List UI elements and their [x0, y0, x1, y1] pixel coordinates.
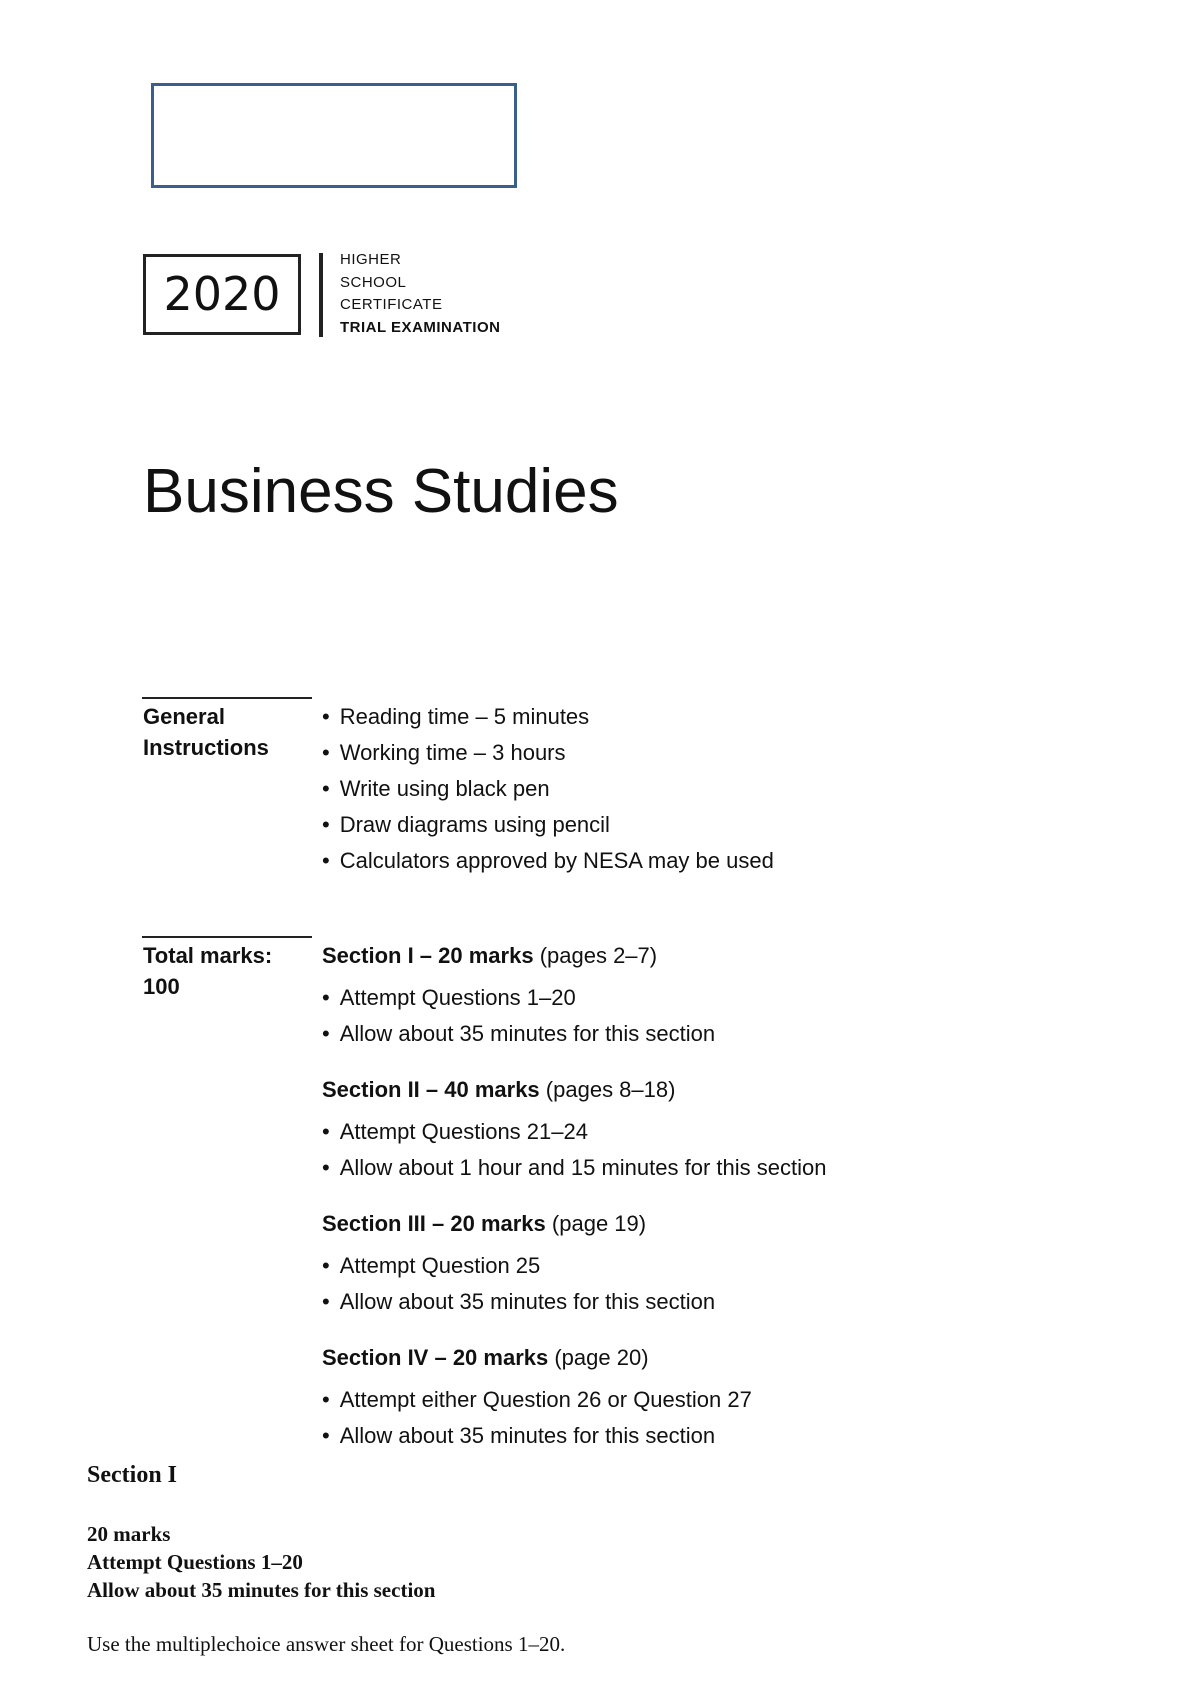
general-instructions-list [322, 699, 774, 879]
section-heading-bold: Section I – 20 marks [322, 943, 534, 968]
hsc-line-school: SCHOOL [340, 273, 407, 291]
section-4-heading [322, 1343, 649, 1373]
list-item: • Working time – 3 hours [322, 735, 774, 771]
section-2-list [322, 1114, 826, 1186]
page-title: Business Studies [143, 457, 619, 526]
section-heading-bold: Section II – 40 marks [322, 1077, 540, 1102]
section-pages: (page 20) [554, 1345, 649, 1370]
total-label-line1: Total marks: [143, 943, 273, 968]
list-item: • Calculators approved by NESA may be used [322, 843, 774, 879]
hsc-line-certificate: CERTIFICATE [340, 296, 443, 313]
section-1-marks: 20 marks [87, 1522, 171, 1546]
section-1-heading [322, 941, 657, 971]
section-4-list [322, 1382, 752, 1454]
list-item: • Allow about 35 minutes for this section [322, 1016, 715, 1052]
exam-year-box: 2020 [143, 254, 301, 335]
general-label-line2: Instructions [143, 735, 269, 760]
section-pages: (pages 8–18) [545, 1077, 676, 1102]
section-pages: (page 19) [551, 1211, 647, 1236]
list-item: • Allow about 35 minutes for this section [322, 1418, 752, 1454]
list-item: • Attempt Questions 1–20 [322, 980, 715, 1016]
list-item: • Allow about 35 minutes for this section [322, 1284, 715, 1320]
general-instructions-label [143, 701, 269, 763]
section-heading-bold: Section IV – 20 marks [322, 1345, 549, 1370]
list-item: • Attempt Question 25 [322, 1248, 715, 1284]
section-2-heading [322, 1075, 675, 1105]
section-3-heading [322, 1209, 646, 1239]
total-marks-label [143, 940, 272, 1002]
section-1-note: Use the multiplechoice answer sheet for Questions 1–20. [87, 1632, 566, 1656]
total-label-line2: 100 [143, 974, 180, 999]
general-rule [142, 697, 312, 699]
logo-placeholder-box [151, 83, 517, 188]
section-3-list [322, 1248, 715, 1320]
section-1-list [322, 980, 715, 1052]
list-item: • Draw diagrams using pencil [322, 807, 774, 843]
general-label-line1: General [143, 704, 225, 729]
header-divider [319, 253, 323, 337]
list-item: • Attempt Questions 21–24 [322, 1114, 826, 1150]
section-1-title: Section I [87, 1462, 177, 1488]
hsc-line-trial: TRIAL EXAMINATION [340, 318, 501, 336]
list-item: • Reading time – 5 minutes [322, 699, 774, 735]
section-1-time: Allow about 35 minutes for this section [87, 1578, 436, 1602]
section-1-details [87, 1520, 435, 1604]
section-pages: (pages 2–7) [539, 943, 658, 968]
list-item: • Attempt either Question 26 or Question 27 [322, 1382, 752, 1418]
list-item: • Allow about 1 hour and 15 minutes for this section [322, 1150, 826, 1186]
hsc-label [340, 249, 500, 339]
section-1-attempt: Attempt Questions 1–20 [87, 1550, 303, 1574]
hsc-line-higher: HIGHER [340, 251, 402, 268]
list-item: • Write using black pen [322, 771, 774, 807]
section-heading-bold: Section III – 20 marks [322, 1211, 546, 1236]
total-rule [142, 936, 312, 938]
